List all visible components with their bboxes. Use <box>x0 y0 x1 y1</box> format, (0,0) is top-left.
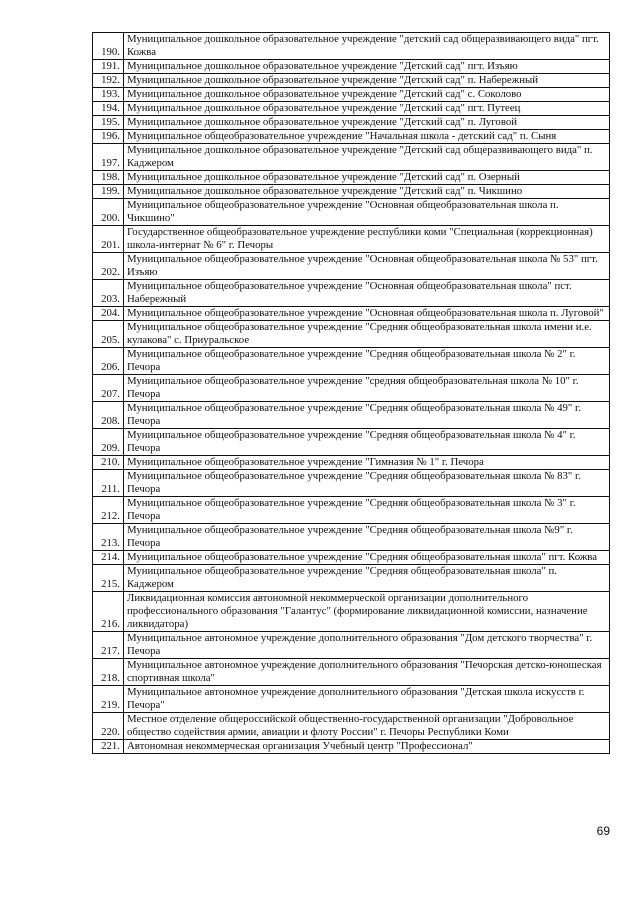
row-number: 199. <box>93 185 124 199</box>
table-row <box>93 592 610 632</box>
row-number: 192. <box>93 74 124 88</box>
organization-name: Муниципальное дошкольное образовательное учреждение "Детский сад" п. Озерный <box>124 171 610 185</box>
organization-name: Муниципальное общеобразовательное учреждение "Средняя общеобразовательная школа № 4" г. Печора <box>124 429 610 456</box>
row-number: 220. <box>93 713 124 740</box>
table-row <box>93 470 610 497</box>
row-number: 209. <box>93 429 124 456</box>
organization-name: Муниципальное общеобразовательное учреждение "Основная общеобразовательная школа п. Луговой" <box>124 307 610 321</box>
table-row <box>93 144 610 171</box>
table-row <box>93 171 610 185</box>
row-number: 213. <box>93 524 124 551</box>
organization-name: Муниципальное общеобразовательное учреждение "Средняя общеобразовательная школа №9" г. Печора <box>124 524 610 551</box>
table-row <box>93 686 610 713</box>
row-number: 206. <box>93 348 124 375</box>
organization-name: Муниципальное общеобразовательное учреждение "Начальная школа - детский сад" п. Сыня <box>124 130 610 144</box>
organizations-table <box>92 32 610 754</box>
organization-name: Муниципальное общеобразовательное учреждение "Средняя общеобразовательная школа № 2" г. Печора <box>124 348 610 375</box>
table-row <box>93 102 610 116</box>
table-row <box>93 348 610 375</box>
organization-name: Муниципальное общеобразовательное учреждение "Основная общеобразовательная школа п. Чикшино" <box>124 199 610 226</box>
row-number: 200. <box>93 199 124 226</box>
organization-name: Муниципальное автономное учреждение дополнительного образования "Дом детского творчества" г. Печора <box>124 632 610 659</box>
organization-name: Муниципальное общеобразовательное учреждение "Средняя общеобразовательная школа имени и.е. кулакова" с. Приуральское <box>124 321 610 348</box>
row-number: 193. <box>93 88 124 102</box>
organization-name: Муниципальное дошкольное образовательное учреждение "Детский сад" п. Луговой <box>124 116 610 130</box>
organization-name: Муниципальное автономное учреждение дополнительного образования "Детская школа искусств г. Печора" <box>124 686 610 713</box>
row-number: 201. <box>93 226 124 253</box>
organization-name: Муниципальное дошкольное образовательное учреждение "детский сад общеразвивающего вида" пгт. Кожва <box>124 33 610 60</box>
row-number: 211. <box>93 470 124 497</box>
organization-name: Автономная некоммерческая организация Учебный центр "Профессионал" <box>124 740 610 754</box>
organizations-table-body <box>93 33 610 754</box>
organization-name: Муниципальное общеобразовательное учреждение "Средняя общеобразовательная школа № 3" г. Печора <box>124 497 610 524</box>
row-number: 207. <box>93 375 124 402</box>
table-row <box>93 402 610 429</box>
table-row <box>93 199 610 226</box>
row-number: 195. <box>93 116 124 130</box>
organization-name: Ликвидационная комиссия автономной некоммерческой организации дополнительного профессионального образования "Галантус" (формирование ликвидационной комиссии, назначение ликвидатора) <box>124 592 610 632</box>
organization-name: Муниципальное дошкольное образовательное учреждение "Детский сад общеразвивающего вида" п. Каджером <box>124 144 610 171</box>
table-row <box>93 632 610 659</box>
organization-name: Муниципальное дошкольное образовательное учреждение "Детский сад" пгт. Путеец <box>124 102 610 116</box>
table-row <box>93 280 610 307</box>
row-number: 190. <box>93 33 124 60</box>
row-number: 215. <box>93 565 124 592</box>
table-row <box>93 116 610 130</box>
organization-name: Муниципальное общеобразовательное учреждение "Гимназия № 1" г. Печора <box>124 456 610 470</box>
row-number: 202. <box>93 253 124 280</box>
table-row <box>93 456 610 470</box>
organization-name: Муниципальное дошкольное образовательное учреждение "Детский сад" п. Набережный <box>124 74 610 88</box>
table-row <box>93 429 610 456</box>
row-number: 196. <box>93 130 124 144</box>
table-row <box>93 375 610 402</box>
organization-name: Муниципальное общеобразовательное учреждение "Основная общеобразовательная школа" пст. Набережный <box>124 280 610 307</box>
table-row <box>93 130 610 144</box>
table-row <box>93 713 610 740</box>
row-number: 212. <box>93 497 124 524</box>
row-number: 198. <box>93 171 124 185</box>
row-number: 214. <box>93 551 124 565</box>
organization-name: Муниципальное дошкольное образовательное учреждение "Детский сад" с. Соколово <box>124 88 610 102</box>
row-number: 221. <box>93 740 124 754</box>
table-row <box>93 88 610 102</box>
table-row <box>93 226 610 253</box>
table-row <box>93 33 610 60</box>
row-number: 210. <box>93 456 124 470</box>
table-row <box>93 524 610 551</box>
row-number: 218. <box>93 659 124 686</box>
table-row <box>93 60 610 74</box>
table-row <box>93 307 610 321</box>
page-number: 69 <box>596 824 610 838</box>
organization-name: Муниципальное общеобразовательное учреждение "Средняя общеобразовательная школа" п. Каджером <box>124 565 610 592</box>
organization-name: Муниципальное дошкольное образовательное учреждение "Детский сад" пгт. Изъяю <box>124 60 610 74</box>
organization-name: Местное отделение общероссийской общественно-государственной организации "Добровольное общество содействия армии, авиации и флоту России" г. Печоры Республики Коми <box>124 713 610 740</box>
organization-name: Муниципальное общеобразовательное учреждение "Основная общеобразовательная школа № 53" пгт. Изъяю <box>124 253 610 280</box>
row-number: 191. <box>93 60 124 74</box>
organization-name: Муниципальное автономное учреждение дополнительного образования "Печорская детско-юношеская спортивная школа" <box>124 659 610 686</box>
row-number: 217. <box>93 632 124 659</box>
organization-name: Государственное общеобразовательное учреждение республики коми "Специальная (коррекционная) школа-интернат № 6" г. Печоры <box>124 226 610 253</box>
organization-name: Муниципальное общеобразовательное учреждение "средняя общеобразовательная школа № 10" г. Печора <box>124 375 610 402</box>
row-number: 204. <box>93 307 124 321</box>
organization-name: Муниципальное общеобразовательное учреждение "Средняя общеобразовательная школа № 83" г. Печора <box>124 470 610 497</box>
table-row <box>93 321 610 348</box>
organization-name: Муниципальное дошкольное образовательное учреждение "Детский сад" п. Чикшино <box>124 185 610 199</box>
row-number: 219. <box>93 686 124 713</box>
row-number: 203. <box>93 280 124 307</box>
row-number: 205. <box>93 321 124 348</box>
table-row <box>93 740 610 754</box>
table-row <box>93 659 610 686</box>
organization-name: Муниципальное общеобразовательное учреждение "Средняя общеобразовательная школа № 49" г. Печора <box>124 402 610 429</box>
table-row <box>93 497 610 524</box>
table-row <box>93 253 610 280</box>
row-number: 197. <box>93 144 124 171</box>
row-number: 208. <box>93 402 124 429</box>
table-row <box>93 185 610 199</box>
organization-name: Муниципальное общеобразовательное учреждение "Средняя общеобразовательная школа" пгт. Кожва <box>124 551 610 565</box>
table-row <box>93 565 610 592</box>
row-number: 216. <box>93 592 124 632</box>
table-row <box>93 74 610 88</box>
row-number: 194. <box>93 102 124 116</box>
table-row <box>93 551 610 565</box>
